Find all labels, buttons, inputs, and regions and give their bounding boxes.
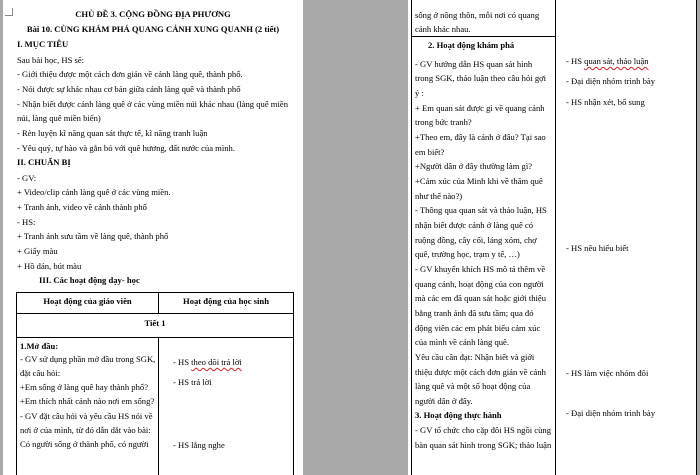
teacher-activity-line: làng quê và một số hoạt động của	[415, 381, 531, 391]
teacher-activity-line: như thế nào?)	[415, 191, 463, 201]
teacher-activity-line: người dân ở đây.	[415, 396, 473, 406]
lesson-title: Bài 10. CÙNG KHÁM PHÁ QUANG CẢNH XUNG QUANH (2 tiết)	[26, 24, 280, 34]
student-activity-line: - HS theo dõi trả lời	[173, 357, 242, 367]
topic-title: CHỦ ĐỀ 3. CỘNG ĐỒNG ĐỊA PHƯƠNG	[75, 9, 231, 19]
objective-line: - Yêu quý, tự hào và gắn bó với quê hương, đất nước của mình.	[17, 143, 235, 153]
teacher-activity-line: thiệu được một cách đơn giản về cảnh	[415, 367, 546, 377]
student-activity-line: - HS làm việc nhóm đôi	[566, 368, 649, 378]
teacher-activity-line: bàn quan sát hình trong SGK; thảo luận	[415, 440, 552, 450]
teacher-activity-line: trong bức tranh?	[415, 117, 472, 127]
student-activity-line: - Đại diện nhóm trình bày	[566, 76, 656, 86]
spellcheck-marked-text: quan sát, thảo luận	[584, 56, 649, 66]
objective-line: - Rèn luyện kĩ năng quan sát thực tế, kĩ năng tranh luận	[17, 128, 208, 138]
teacher-activity-line: Có người sống ở thành phố, có người	[20, 439, 149, 449]
preparation-line: + Video/clip cảnh làng quê ở các vùng miền.	[17, 187, 171, 197]
student-activity-line: - HS trả lời	[173, 377, 212, 387]
teacher-activity-line: nơi ở của mình, từ đó dẫn dắt vào bài:	[20, 425, 151, 435]
start-activity-heading: 1.Mở đầu:	[20, 341, 59, 351]
teacher-activity-line: +Theo em, đây là cảnh ở đâu? Tại sao	[415, 132, 546, 142]
teacher-activity-line: Yêu cầu cần đạt: Nhận biết và giới	[415, 352, 535, 362]
teacher-activity-line: +Em sống ở làng quê hay thành phố?	[20, 382, 149, 392]
teacher-activity-line: sống ở nông thôn, mỗi nơi có quang	[415, 10, 540, 20]
preparation-line: - HS:	[17, 217, 36, 227]
objective-line: - Nhận biết được cảnh làng quê ở các vùng miền núi khác nhau (làng quê miền	[17, 99, 288, 109]
teacher-activity-line: - GV sử dụng phần mở đầu trong SGK,	[20, 354, 156, 364]
teacher-activity-line: bằng tranh ảnh đã sưu tầm; qua đó	[415, 308, 534, 318]
period-label: Tiết 1	[144, 318, 166, 328]
teacher-activity-line: - Thông qua quan sát và thảo luận, HS	[415, 205, 547, 215]
teacher-activity-line: +Người dân ở đây thường làm gì?	[415, 161, 533, 171]
preparation-line: + Tranh ảnh sưu tầm về làng quê, thành phố	[17, 231, 169, 241]
teacher-activity-line: của mình về cảnh làng quê.	[415, 337, 510, 347]
teacher-activity-line: quê, trường học, trạm y tế, …)	[415, 249, 520, 259]
preparation-line: + Giấy màu	[17, 246, 58, 256]
objective-line: - Nói được sự khác nhau cơ bản giữa cảnh làng quê và thành phố	[17, 84, 241, 94]
student-activity-line: - HS lắng nghe	[173, 440, 225, 450]
activity-heading-practice: 3. Hoạt động thực hành	[415, 410, 502, 420]
teacher-activity-line: + Em quan sát được gì về quang cảnh	[415, 103, 545, 113]
teacher-activity-line: quang cảnh, hoạt động của con người	[415, 279, 544, 289]
teacher-activity-line: em biết?	[415, 147, 445, 157]
document-page-left	[3, 0, 303, 475]
teacher-activity-line: - GV tổ chức cho cặp đôi HS ngồi cùng	[415, 425, 552, 435]
preparation-line: + Hồ dán, bút màu	[17, 261, 82, 271]
teacher-activity-line: mà các em đã quan sát hoặc giới thiệu	[415, 293, 547, 303]
objective-line: Sau bài học, HS sẽ:	[17, 55, 85, 65]
teacher-activity-line: trong SGK, thảo luận theo câu hỏi gợi	[415, 73, 547, 83]
objective-line: núi, làng quê miền biển)	[17, 113, 101, 123]
teacher-activity-line: đặt câu hỏi:	[20, 368, 61, 378]
teacher-activity-line: ruộng đồng, cây cối, láng xóm, chợ	[415, 235, 537, 245]
teacher-activity-line: - GV khuyến khích HS mô tả thêm về	[415, 264, 546, 274]
teacher-activity-line: nhận biết được cảnh ở làng quê có	[415, 220, 534, 230]
teacher-activity-line: - GV hướng dẫn HS quan sát hình	[415, 59, 533, 69]
section-heading-preparation: II. CHUẨN BỊ	[17, 157, 71, 167]
teacher-activity-line: +Cảm xúc của Minh khi về thăm quê	[415, 176, 543, 186]
teacher-activity-line: động viên các em phát biểu cảm xúc	[415, 323, 541, 333]
student-column-header: Hoạt động của học sinh	[183, 296, 269, 306]
teacher-activity-line: ý :	[415, 88, 424, 98]
section-heading-objectives: I. MỤC TIÊU	[17, 39, 69, 49]
activity-heading-explore: 2. Hoạt động khám phá	[428, 40, 515, 50]
preparation-line: - GV:	[17, 173, 37, 183]
teacher-column-header: Hoạt động của giáo viên	[43, 296, 132, 306]
student-activity-line: - HS quan sát, thảo luận	[566, 56, 649, 66]
teacher-activity-line: +Em thích nhất cảnh nào nơi em sống?	[20, 396, 155, 406]
teacher-activity-line: - GV đặt câu hỏi và yêu cầu HS nói về	[20, 411, 153, 421]
section-heading-activities: III. Các hoạt động dạy- học	[39, 275, 140, 285]
student-activity-line: - HS nhận xét, bổ sung	[566, 97, 645, 107]
student-activity-line: - HS nêu hiểu biết	[566, 243, 629, 253]
document-page-right	[408, 0, 697, 475]
objective-line: - Giới thiệu được một cách đơn giản về cảnh làng quê, thành phố.	[17, 69, 243, 79]
spellcheck-marked-text: theo dõi trả lời	[191, 357, 242, 367]
teacher-activity-line: cảnh khác nhau.	[415, 24, 471, 34]
preparation-line: + Tranh ảnh, video về cảnh thành phố	[17, 202, 147, 212]
student-activity-line: - Đại diện nhóm trình bày	[566, 408, 656, 418]
